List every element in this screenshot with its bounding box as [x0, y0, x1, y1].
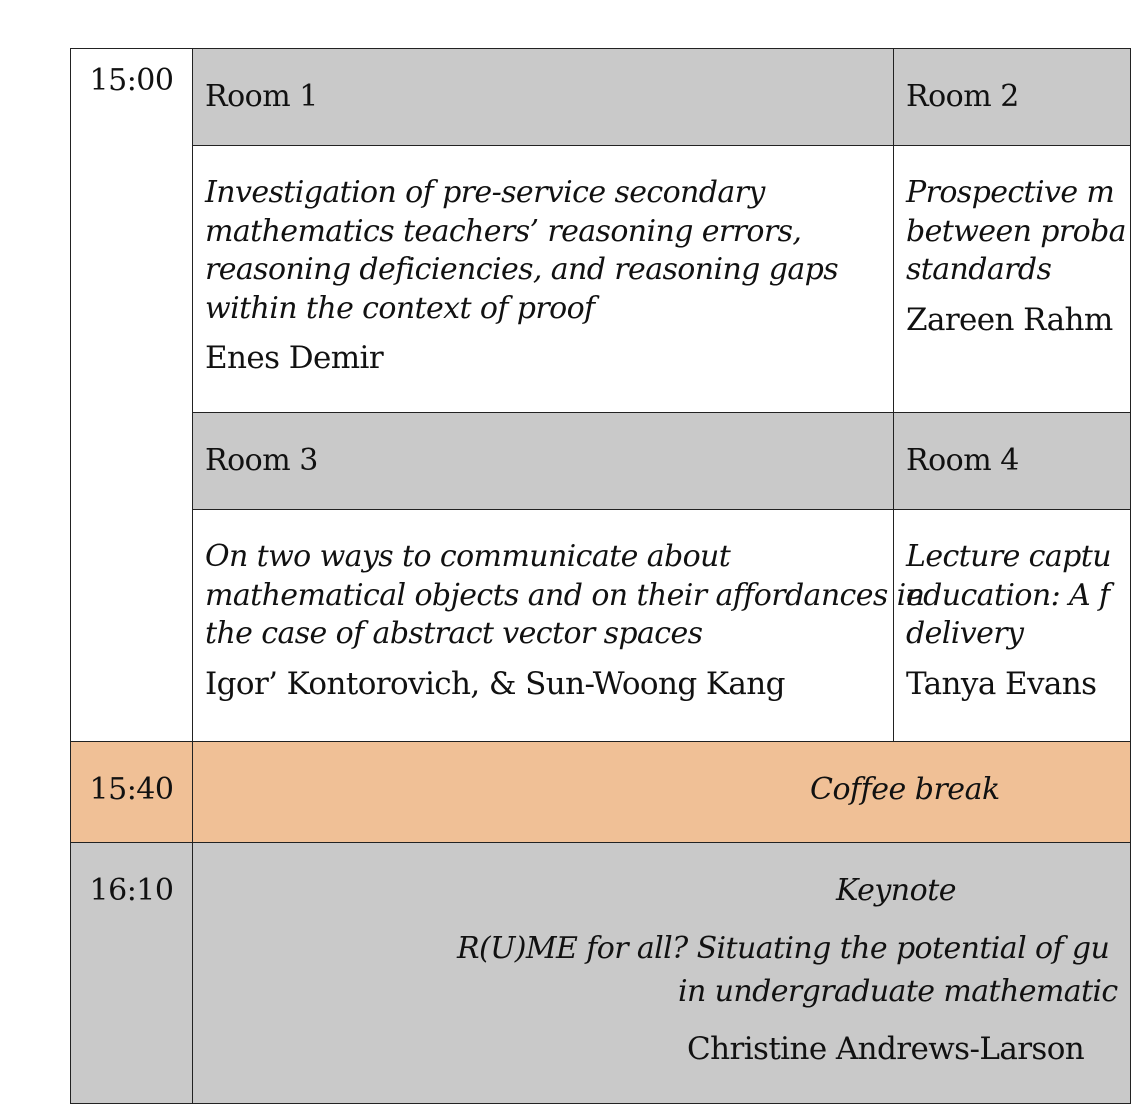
coffee-break-time-cell — [71, 742, 193, 843]
keynote-title-line-1: R(U)ME for all? Situating the potential of gu — [457, 931, 1110, 966]
schedule-table — [70, 48, 1131, 1104]
talk-title: Lecture captu education: A f delivery — [906, 539, 1111, 651]
talk-row-1 — [71, 146, 1131, 413]
keynote-row — [71, 843, 1131, 1104]
room-header-row-2 — [71, 413, 1131, 510]
room-2-header — [894, 49, 1131, 146]
room-1-talk — [193, 146, 894, 413]
keynote-time-cell — [71, 843, 193, 1104]
room-1-label: Room 1 — [193, 49, 893, 145]
talk-author: Zareen Rahm — [906, 301, 1113, 338]
session-time: 15:00 — [89, 63, 174, 98]
talk-author: Igor’ Kontorovich, & Sun-Woong Kang — [205, 665, 785, 702]
talk-row-2 — [71, 510, 1131, 742]
keynote-author: Christine Andrews-Larson — [687, 1031, 1085, 1067]
talk-title: On two ways to communicate about mathematical objects and on their affordances in the case of abstract vector spaces — [205, 539, 925, 651]
keynote-title-line-2: in undergraduate mathematic — [678, 974, 1118, 1009]
room-4-label: Room 4 — [894, 413, 1130, 509]
room-4-talk — [894, 510, 1131, 742]
talk-title: Prospective m between proba standards — [906, 175, 1126, 287]
room-header-row-1 — [71, 49, 1131, 146]
room-2-label: Room 2 — [894, 49, 1130, 145]
room-4-header — [894, 413, 1131, 510]
talk-author: Tanya Evans — [906, 665, 1097, 702]
coffee-break-time: 15:40 — [89, 772, 174, 807]
room-3-header — [193, 413, 894, 510]
coffee-break-row — [71, 742, 1131, 843]
room-2-talk — [894, 146, 1131, 413]
talk-title: Investigation of pre-service secondary mathematics teachers’ reasoning errors, reasoning deficiencies, and reasoning gaps within the context of proof — [205, 175, 839, 326]
room-3-label: Room 3 — [193, 413, 893, 509]
room-3-talk — [193, 510, 925, 742]
keynote-time: 16:10 — [89, 873, 174, 908]
keynote-cell — [193, 843, 1131, 1104]
talk-author: Enes Demir — [205, 340, 384, 376]
keynote-label: Keynote — [836, 873, 957, 908]
coffee-break-cell — [193, 742, 1131, 843]
coffee-break-label: Coffee break — [810, 772, 1000, 807]
session-time-cell — [71, 49, 193, 742]
room-1-header — [193, 49, 894, 146]
